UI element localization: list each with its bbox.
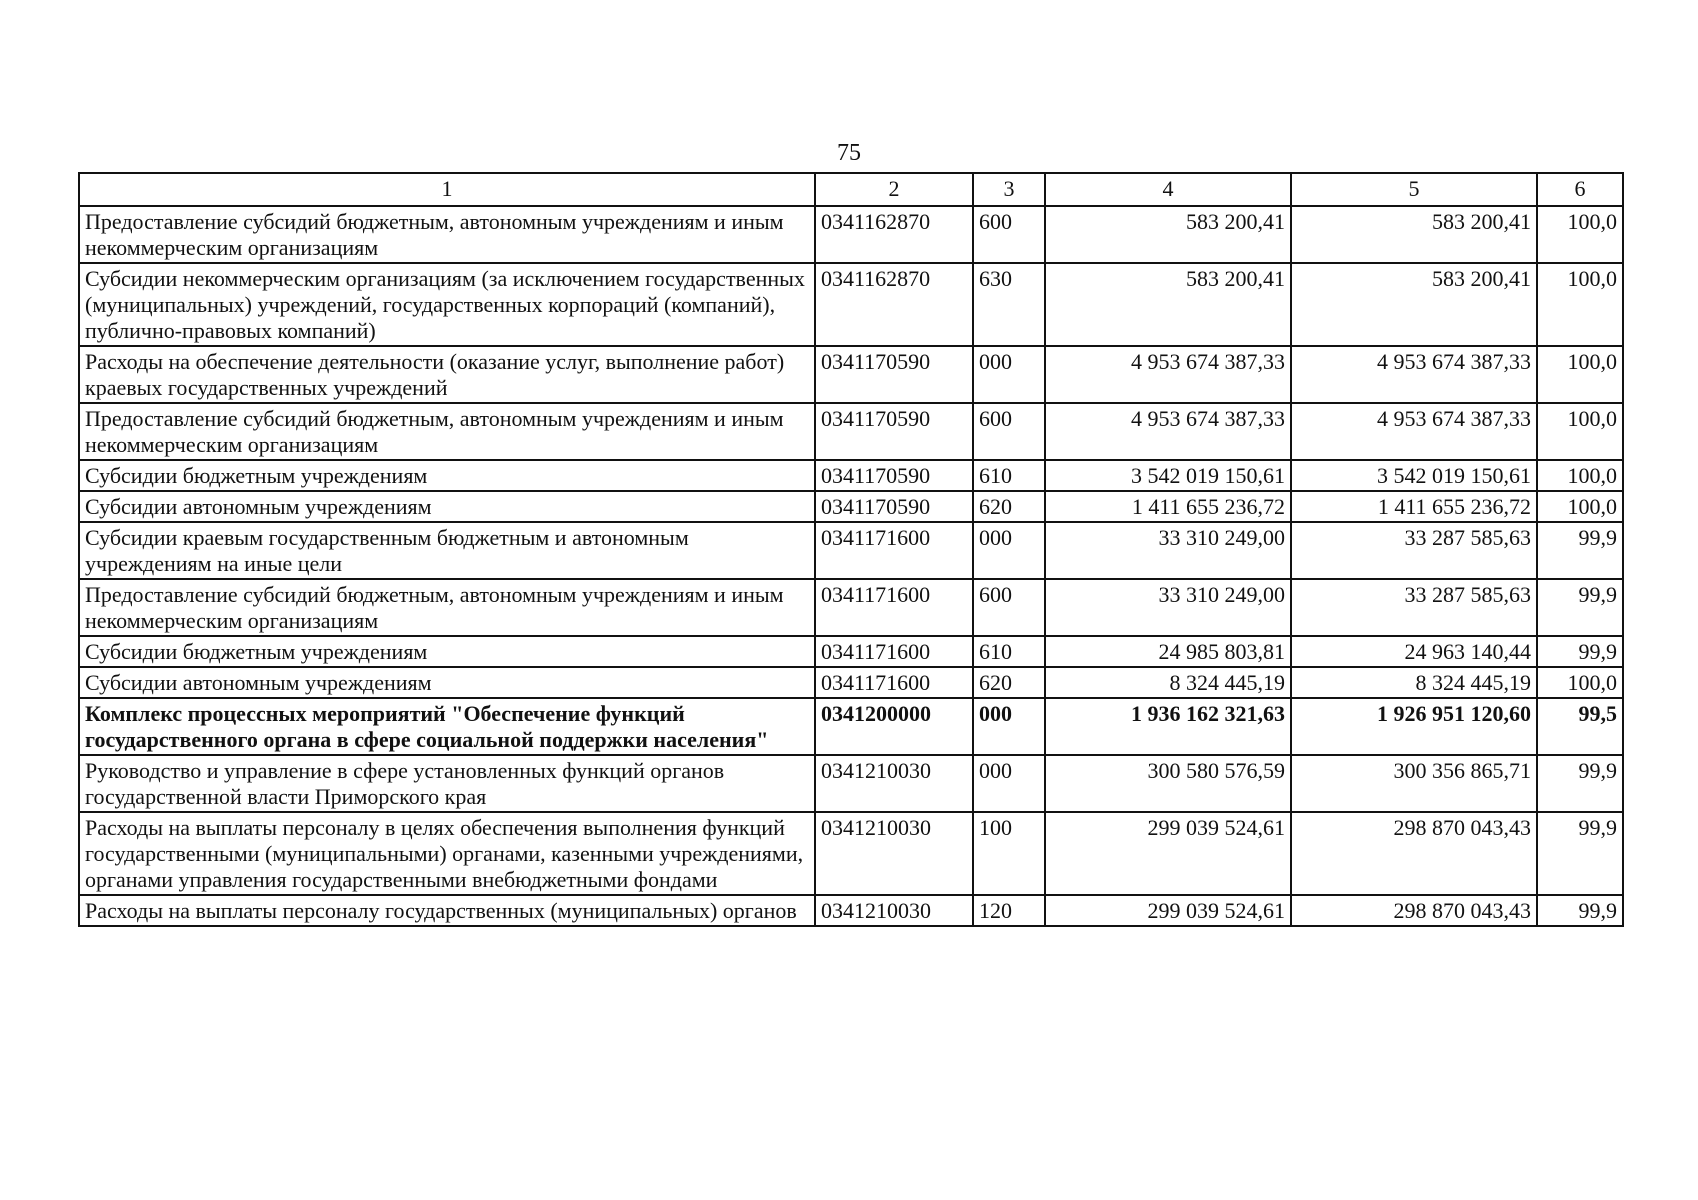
- column-header: 4: [1045, 173, 1291, 206]
- row-plan-amount: 33 310 249,00: [1045, 522, 1291, 579]
- row-plan-amount: 583 200,41: [1045, 206, 1291, 263]
- row-actual-amount: 33 287 585,63: [1291, 522, 1537, 579]
- row-percent: 99,9: [1537, 812, 1623, 895]
- row-name: Предоставление субсидий бюджетным, автономным учреждениям и иным некоммерческим организациям: [79, 403, 815, 460]
- row-expense-type: 000: [973, 698, 1045, 755]
- row-percent: 99,9: [1537, 755, 1623, 812]
- row-name: Субсидии краевым государственным бюджетным и автономным учреждениям на иные цели: [79, 522, 815, 579]
- row-plan-amount: 3 542 019 150,61: [1045, 460, 1291, 491]
- row-expense-type: 000: [973, 755, 1045, 812]
- row-percent: 100,0: [1537, 206, 1623, 263]
- row-plan-amount: 1 936 162 321,63: [1045, 698, 1291, 755]
- row-percent: 99,9: [1537, 636, 1623, 667]
- column-header: 5: [1291, 173, 1537, 206]
- row-code: 0341170590: [815, 460, 973, 491]
- row-name: Предоставление субсидий бюджетным, автономным учреждениям и иным некоммерческим организациям: [79, 579, 815, 636]
- row-actual-amount: 300 356 865,71: [1291, 755, 1537, 812]
- row-code: 0341171600: [815, 579, 973, 636]
- row-name: Расходы на обеспечение деятельности (оказание услуг, выполнение работ) краевых государственных учреждений: [79, 346, 815, 403]
- row-expense-type: 600: [973, 579, 1045, 636]
- row-expense-type: 100: [973, 812, 1045, 895]
- column-header: 6: [1537, 173, 1623, 206]
- row-plan-amount: 33 310 249,00: [1045, 579, 1291, 636]
- row-expense-type: 000: [973, 522, 1045, 579]
- column-header: 2: [815, 173, 973, 206]
- row-plan-amount: 4 953 674 387,33: [1045, 403, 1291, 460]
- table-row: [79, 206, 1623, 263]
- row-code: 0341171600: [815, 667, 973, 698]
- row-expense-type: 610: [973, 636, 1045, 667]
- row-plan-amount: 4 953 674 387,33: [1045, 346, 1291, 403]
- row-code: 0341210030: [815, 755, 973, 812]
- row-code: 0341200000: [815, 698, 973, 755]
- table-row: [79, 895, 1623, 926]
- row-actual-amount: 1 411 655 236,72: [1291, 491, 1537, 522]
- row-code: 0341171600: [815, 636, 973, 667]
- table-row: [79, 522, 1623, 579]
- row-expense-type: 630: [973, 263, 1045, 346]
- row-code: 0341170590: [815, 346, 973, 403]
- row-code: 0341171600: [815, 522, 973, 579]
- table-row: [79, 698, 1623, 755]
- budget-table: [78, 172, 1624, 927]
- row-expense-type: 620: [973, 667, 1045, 698]
- row-actual-amount: 3 542 019 150,61: [1291, 460, 1537, 491]
- table-body: [79, 206, 1623, 926]
- row-code: 0341162870: [815, 263, 973, 346]
- row-name: Расходы на выплаты персоналу государственных (муниципальных) органов: [79, 895, 815, 926]
- table-header-row: [79, 173, 1623, 206]
- row-name: Субсидии автономным учреждениям: [79, 667, 815, 698]
- table-row: [79, 460, 1623, 491]
- row-percent: 99,5: [1537, 698, 1623, 755]
- row-name: Субсидии автономным учреждениям: [79, 491, 815, 522]
- table-row: [79, 579, 1623, 636]
- row-expense-type: 620: [973, 491, 1045, 522]
- row-plan-amount: 1 411 655 236,72: [1045, 491, 1291, 522]
- table-row: [79, 346, 1623, 403]
- row-percent: 100,0: [1537, 491, 1623, 522]
- row-actual-amount: 24 963 140,44: [1291, 636, 1537, 667]
- row-plan-amount: 8 324 445,19: [1045, 667, 1291, 698]
- row-percent: 100,0: [1537, 403, 1623, 460]
- row-actual-amount: 298 870 043,43: [1291, 812, 1537, 895]
- row-percent: 99,9: [1537, 522, 1623, 579]
- table-row: [79, 812, 1623, 895]
- row-plan-amount: 24 985 803,81: [1045, 636, 1291, 667]
- row-expense-type: 610: [973, 460, 1045, 491]
- row-percent: 100,0: [1537, 346, 1623, 403]
- table-row: [79, 667, 1623, 698]
- row-name: Субсидии бюджетным учреждениям: [79, 460, 815, 491]
- row-name: Руководство и управление в сфере установленных функций органов государственной власти Приморского края: [79, 755, 815, 812]
- row-actual-amount: 8 324 445,19: [1291, 667, 1537, 698]
- row-actual-amount: 33 287 585,63: [1291, 579, 1537, 636]
- page-number: 75: [837, 140, 861, 166]
- table-row: [79, 403, 1623, 460]
- table-row: [79, 636, 1623, 667]
- row-actual-amount: 1 926 951 120,60: [1291, 698, 1537, 755]
- row-percent: 100,0: [1537, 263, 1623, 346]
- row-percent: 100,0: [1537, 667, 1623, 698]
- row-percent: 99,9: [1537, 895, 1623, 926]
- row-plan-amount: 299 039 524,61: [1045, 895, 1291, 926]
- row-actual-amount: 4 953 674 387,33: [1291, 403, 1537, 460]
- row-name: Расходы на выплаты персоналу в целях обеспечения выполнения функций государственными (муниципальными) органами, казенными учреждениями, органами управления государственными внебюджетными фондами: [79, 812, 815, 895]
- row-plan-amount: 299 039 524,61: [1045, 812, 1291, 895]
- column-header: 3: [973, 173, 1045, 206]
- row-name: Субсидии некоммерческим организациям (за исключением государственных (муниципальных) учреждений, государственных корпораций (компаний), публично-правовых компаний): [79, 263, 815, 346]
- row-expense-type: 120: [973, 895, 1045, 926]
- row-name: Субсидии бюджетным учреждениям: [79, 636, 815, 667]
- row-expense-type: 600: [973, 206, 1045, 263]
- row-expense-type: 000: [973, 346, 1045, 403]
- row-name: Комплекс процессных мероприятий "Обеспечение функций государственного органа в сфере социальной поддержки населения": [79, 698, 815, 755]
- row-name: Предоставление субсидий бюджетным, автономным учреждениям и иным некоммерческим организациям: [79, 206, 815, 263]
- table-row: [79, 755, 1623, 812]
- row-percent: 100,0: [1537, 460, 1623, 491]
- row-plan-amount: 583 200,41: [1045, 263, 1291, 346]
- row-code: 0341210030: [815, 812, 973, 895]
- row-code: 0341170590: [815, 403, 973, 460]
- row-actual-amount: 298 870 043,43: [1291, 895, 1537, 926]
- column-header: 1: [79, 173, 815, 206]
- row-code: 0341162870: [815, 206, 973, 263]
- row-actual-amount: 4 953 674 387,33: [1291, 346, 1537, 403]
- row-code: 0341210030: [815, 895, 973, 926]
- row-actual-amount: 583 200,41: [1291, 206, 1537, 263]
- row-plan-amount: 300 580 576,59: [1045, 755, 1291, 812]
- row-percent: 99,9: [1537, 579, 1623, 636]
- row-actual-amount: 583 200,41: [1291, 263, 1537, 346]
- row-code: 0341170590: [815, 491, 973, 522]
- table-row: [79, 263, 1623, 346]
- table-row: [79, 491, 1623, 522]
- row-expense-type: 600: [973, 403, 1045, 460]
